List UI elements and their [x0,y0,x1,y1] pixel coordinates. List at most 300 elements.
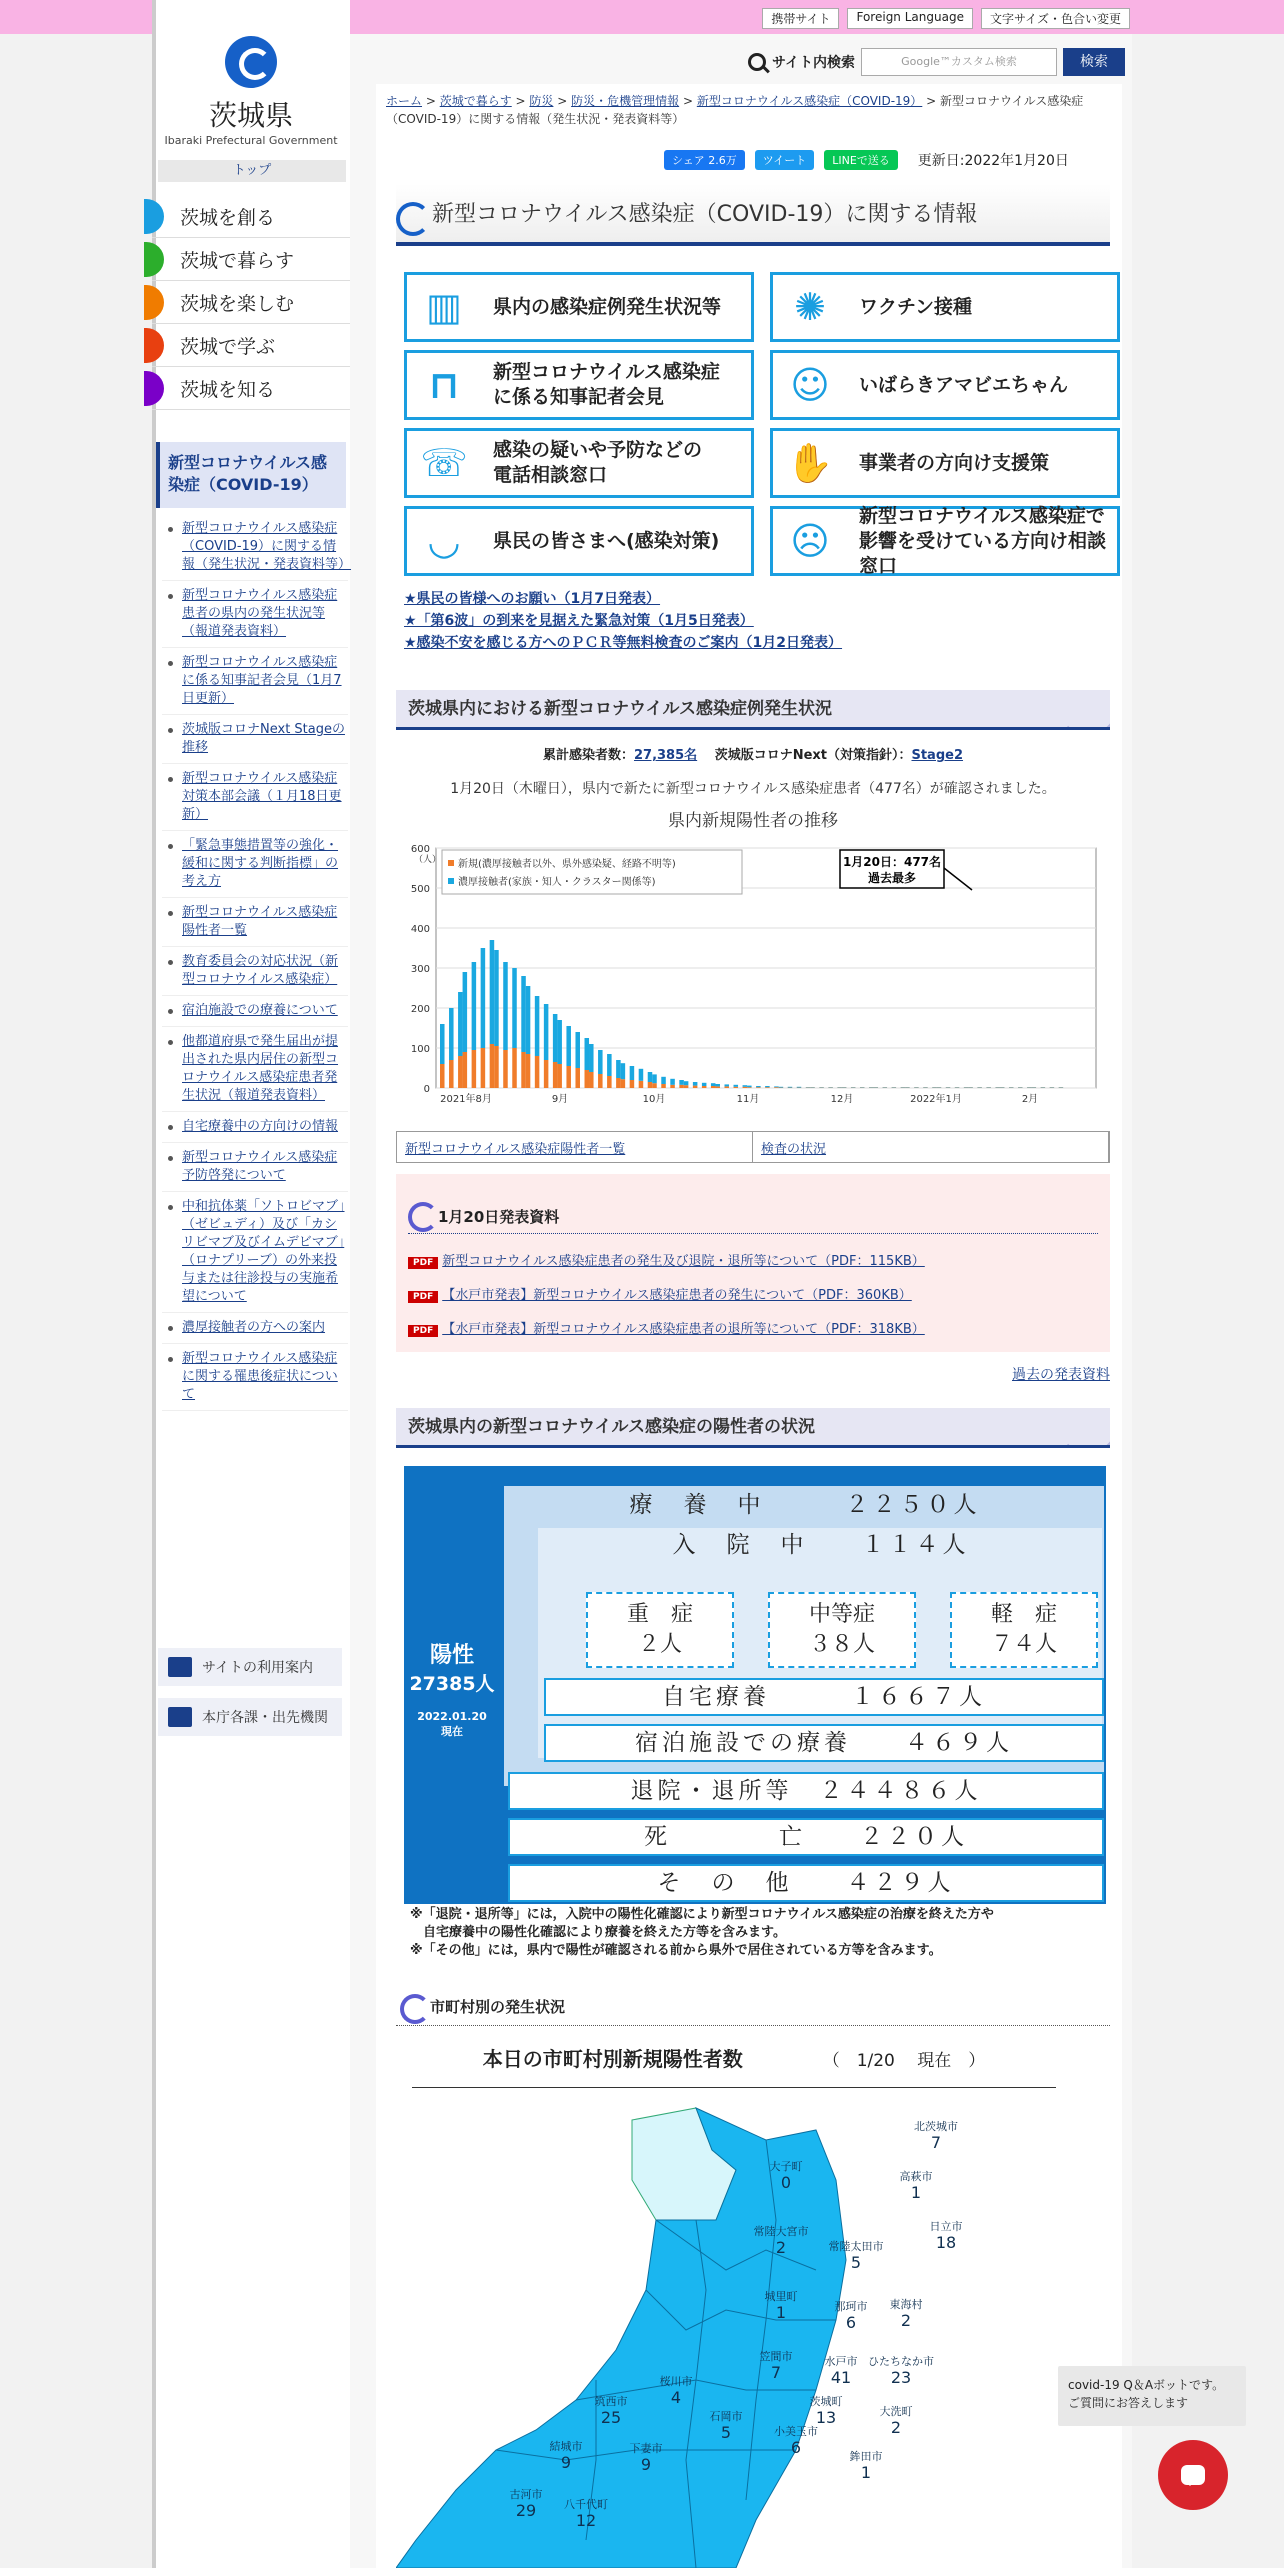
sidebar-link[interactable]: 宿泊施設での療養について [162,996,348,1027]
bar-close-contact [661,1077,666,1084]
map-city-label: 北茨城市 [914,2120,958,2133]
nav-label: 茨城で学ぶ [180,335,276,358]
tile-label: 事業者の方向け支援策 [859,451,1050,474]
bar-new [589,1072,594,1088]
y-axis-label: （人） [414,855,442,865]
map-city-label: 水戸市 [824,2355,858,2368]
positive-total: 27385人 [409,1673,495,1695]
severe-count: ２人 [637,1632,682,1657]
total-link[interactable]: 27,385名 [633,748,698,763]
mild-box [950,1592,1098,1668]
bar-new [702,1086,707,1088]
map-city-count: 12 [575,2511,597,2530]
positive-list-link[interactable]: 新型コロナウイルス感染症陽性者一覧 [397,1132,753,1162]
bar-new [553,1062,558,1088]
y-tick-label: 200 [410,1004,430,1015]
nav-dot-icon [144,242,164,277]
legend-label: 濃厚接触者(家族・知人・クラスター関係等) [458,877,656,888]
site-guide-label: サイトの利用案内 [202,1660,314,1676]
bar-new [724,1086,729,1088]
map-city-label: 鉾田市 [849,2450,883,2463]
facebook-share-button[interactable]: シェア 2.6万 [664,150,745,170]
worried-face-icon: ☹ [790,518,830,563]
bar-new [557,1064,562,1088]
bar-new [648,1082,653,1088]
y-tick-label: 600 [410,844,430,855]
bar-close-contact [724,1084,729,1086]
municipality-heading: 市町村別の発生状況 [396,1992,1110,2026]
sidebar-link[interactable]: 他都道府県で発生届出が提出された県内居住の新型コロナウイルス感染症患者発生状況（報道発表資料） [162,1027,348,1112]
bar-new [472,1050,477,1088]
bar-new [463,1052,468,1088]
bar-close-contact [490,940,495,1044]
nav-item-live[interactable] [152,238,350,281]
release-link-3[interactable] [408,1318,925,1337]
release-link-1[interactable] [408,1250,925,1269]
people-icon [168,1707,192,1727]
map-city-label: 石岡市 [709,2410,743,2423]
chat-icon [1181,2465,1205,2485]
bar-new [535,1056,540,1088]
severe-label: 重 症 [626,1602,693,1627]
map-city-label: ひたちなか市 [868,2355,934,2368]
bar-close-contact [440,1024,445,1064]
breadcrumb-l4[interactable]: 新型コロナウイルス感染症（COVID-19） [696,94,923,108]
map-city-count: 6 [845,2313,857,2332]
map-title [412,2042,1056,2088]
nav-dot-icon [144,371,164,406]
tile-5[interactable] [404,428,754,498]
map-city-count: 1 [860,2463,872,2482]
testing-status-link[interactable]: 検査の状況 [753,1132,1109,1162]
breadcrumb-l2[interactable]: 防災 [529,94,554,108]
sidebar-link[interactable]: 濃厚接触者の方への案内 [162,1313,348,1344]
bar-new [774,1087,779,1088]
section-heading-cases: 茨城県内における新型コロナウイルス感染症例発生状況 [396,690,1110,730]
foreign-language-link[interactable]: Foreign Language [847,8,972,29]
sidebar-link[interactable]: 新型コロナウイルス感染症に係る知事記者会見（1月7日更新） [162,648,348,715]
bar-new [481,1048,486,1088]
hospitalized-row: 入 院 中 １１４人 [540,1530,1102,1564]
map-city-label: 結城市 [549,2440,583,2453]
note-line: 自宅療養中の陽性化確認により療養を終えた方等を含みます。 [410,1925,786,1940]
map-city-label: 大子町 [769,2160,803,2173]
tile-1[interactable] [404,272,754,342]
breadcrumb-l1[interactable]: 茨城で暮らす [439,94,512,108]
bar-new [607,1076,612,1088]
note-line: ※「退院・退所等」には，入院中の陽性化確認により新型コロナウイルス感染症の治療を終えた方や [410,1907,994,1922]
tile-label: 新型コロナウイルス感染症 に係る知事記者会見 [493,361,720,408]
sidebar-link[interactable]: 新型コロナウイルス感染症陽性者一覧 [162,898,348,947]
bar-new [621,1079,626,1088]
bar-close-contact [607,1054,612,1076]
positives-panel [404,1466,1106,1904]
case-stats [396,744,1110,763]
tile-3[interactable] [404,350,754,420]
map-city-count: 9 [640,2455,652,2474]
bar-close-contact [553,1014,558,1062]
social-bar [664,150,1069,170]
bar-close-contact [535,996,540,1056]
bar-close-contact [734,1085,739,1087]
map-city-label: 大洗町 [879,2405,913,2418]
search-icon [748,53,766,71]
logo-text: 茨城県 [208,99,293,132]
main-nav [152,195,350,410]
release-link-2[interactable] [408,1284,912,1303]
bar-new [693,1086,698,1088]
map-city-count: 7 [770,2363,782,2382]
municipality-map [396,2100,1110,2568]
bar-new [458,1056,463,1088]
bar-close-contact [566,1026,571,1066]
y-tick-label: 500 [410,884,430,895]
bar-close-contact [743,1085,748,1087]
bar-new [747,1087,752,1088]
left-gutter [0,34,152,2568]
nav-dot-icon [144,328,164,363]
bar-new [765,1087,770,1088]
map-date: （ 1/20 現在 ） [822,2051,986,2071]
bar-close-contact [639,1069,644,1081]
bar-new [440,1064,445,1088]
bar-new [661,1084,666,1088]
y-tick-label: 100 [410,1044,430,1055]
line-share-button[interactable]: LINEで送る [824,150,898,170]
past-releases-link[interactable]: 過去の発表資料 [1012,1367,1110,1383]
tile-4[interactable] [770,350,1120,420]
release-link-text: 【水戸市発表】新型コロナウイルス感染症患者の発生について（PDF：360KB） [442,1288,912,1303]
bar-new [512,1048,517,1088]
x-tick-label: 10月 [642,1094,666,1105]
bar-close-contact [711,1083,716,1086]
map-city-label: 笠間市 [759,2350,793,2363]
right-gutter [1132,34,1284,2568]
bar-close-contact [598,1050,603,1074]
nav-label: 茨城で暮らす [180,249,295,272]
bar-close-contact [756,1086,761,1087]
sidebar-link[interactable]: 新型コロナウイルス感染症患者の県内の発生状況等（報道発表資料） [162,581,348,648]
x-tick-label: 11月 [736,1094,760,1105]
bar-new [575,1068,580,1088]
page-title: 新型コロナウイルス感染症（COVID-19）に関する情報 [396,184,1110,246]
note-line: ※「その他」には，県内で陽性が確認される前から県外で居住されている方等を含みます。 [410,1943,942,1958]
x-tick-label: 2月 [1021,1094,1039,1105]
sidebar-link[interactable]: 新型コロナウイルス感染症（COVID-19）に関する情報（発生状況・発表資料等） [162,514,348,581]
bar-close-contact [693,1082,698,1086]
bar-new [449,1060,454,1088]
alert-link-1[interactable]: ★県民の皆様へのお願い（1月7日発表） [404,591,661,607]
bar-close-contact [788,1087,793,1088]
positives-notes [410,1906,994,1960]
map-city-count: 2 [775,2238,787,2257]
map-city-count: 0 [780,2173,792,2192]
y-tick-label: 400 [410,924,430,935]
mild-label: 軽 症 [990,1602,1057,1627]
top-links [762,8,1130,29]
total-label: 累計感染者数： [542,748,634,763]
bar-new [503,1050,508,1088]
bar-close-contact [512,968,517,1048]
map-city-count: 13 [815,2408,837,2427]
departments-button[interactable] [158,1698,342,1736]
nav-item-create[interactable] [152,195,350,238]
y-tick-label: 300 [410,964,430,975]
mobile-site-link[interactable]: 携帯サイト [762,8,839,29]
alert-link-2[interactable]: ★「第6波」の到来を見据えた緊急対策（1月5日発表） [404,613,754,629]
severe-box [586,1592,734,1668]
tile-label: 県内の感染症例発生状況等 [493,295,722,318]
map-city-count: 5 [850,2253,862,2272]
tile-2[interactable] [770,272,1120,342]
bar-close-contact [630,1066,635,1080]
map-city-label: 古河市 [509,2488,543,2501]
sidebar-link[interactable]: 「緊急事態措置等の強化・緩和に関する判断指標」の考え方 [162,831,348,898]
bar-new [526,1054,531,1088]
bar-new [598,1074,603,1088]
bar-new [711,1086,716,1088]
map-city-count: 1 [775,2303,787,2322]
sidebar-link[interactable]: 教育委員会の対応状況（新型コロナウイルス感染症） [162,947,348,996]
site-search [748,48,1125,76]
bar-close-contact [797,1087,802,1088]
bar-new [566,1066,571,1088]
bar-new [679,1085,684,1088]
positive-word: 陽性 [429,1643,474,1668]
bar-close-contact [544,1004,549,1060]
recuperating-row: 療 養 中 ２２５０人 [508,1490,1102,1524]
nav-dot-icon [144,199,164,234]
bar-new [756,1087,761,1088]
bar-new [684,1085,689,1088]
bar-close-contact [616,1060,621,1078]
legend-swatch [448,878,454,884]
map-city-count: 7 [930,2133,942,2152]
map-city-count: 25 [600,2408,622,2427]
nav-top[interactable]: トップ [158,160,346,182]
discharged-row: 退院・退所等 ２４４８６人 [508,1772,1104,1810]
map-city-label: 常陸太田市 [828,2240,884,2253]
breadcrumb-l3[interactable]: 防災・危機管理情報 [571,94,680,108]
map-city-label: 小美玉市 [774,2425,818,2438]
moderate-count: ３８人 [808,1632,875,1657]
map-title-text: 本日の市町村別新規陽性者数 [482,2047,743,2071]
bar-new [670,1085,675,1088]
map-city-count: 29 [515,2501,537,2520]
bar-close-contact [481,948,486,1048]
twitter-tweet-button[interactable]: ツイート [755,150,814,170]
grid-icon [168,1657,192,1677]
tile-6[interactable] [770,428,1120,498]
bar-new [544,1060,549,1088]
nav-item-enjoy[interactable] [152,281,350,324]
bar-close-contact [526,986,531,1054]
map-city-count: 41 [830,2368,852,2387]
breadcrumb-current: 新型コロナウイルス感染症（COVID-19）に関する情報（発生状況・発表資料等） [386,94,1084,126]
map-city-count: 5 [720,2423,732,2442]
bar-close-contact [575,1032,580,1068]
mask-icon: ◡ [429,518,459,563]
bar-close-contact [765,1086,770,1087]
map-city-label: 東海村 [889,2298,923,2311]
sidebar-link[interactable]: 新型コロナウイルス感染症対策本部会議（１月18日更新） [162,764,348,831]
release-heading: 1月20日発表資料 [408,1206,1098,1234]
bar-close-contact [670,1079,675,1085]
map-city-label: 八千代町 [564,2498,608,2511]
handshake-icon: ✋ [786,440,834,485]
phone-icon: ☏ [420,440,468,485]
pdf-icon: PDF [408,1325,438,1337]
bar-close-contact [679,1080,684,1085]
bar-new [585,1070,590,1088]
sidebar-link[interactable]: 新型コロナウイルス感染症に関する罹患後症状について [162,1344,348,1411]
tile-label: 県民の皆さまへ(感染対策) [493,529,720,552]
release-link-text: 【水戸市発表】新型コロナウイルス感染症患者の退所等について（PDF：318KB） [442,1322,925,1337]
bar-new [743,1087,748,1088]
sidebar-link[interactable]: 中和抗体薬「ソトロビマブ」（ゼビュディ）及び「カシリビマブ及びイムデビマブ」（ロナプリーブ）の外来投与または往診投与の実施希望について [162,1192,348,1313]
daily-note: 1月20日（木曜日），県内で新たに新型コロナウイルス感染症患者（477名）が確認されました。 [450,781,1056,797]
map-city-count: 18 [935,2233,957,2252]
pdf-icon: PDF [408,1257,438,1269]
bar-close-contact [774,1086,779,1087]
map-city-label: 桜川市 [659,2375,693,2388]
podium-icon: ⊓ [428,362,460,407]
sidebar-links [162,514,352,1411]
site-logo[interactable] [152,36,350,147]
sidebar-link[interactable]: 茨城版コロナNext Stageの推移 [162,715,348,764]
text-size-color-link[interactable]: 文字サイズ・色合い変更 [981,8,1130,29]
new-cases-chart [396,836,1110,1116]
bar-close-contact [652,1074,657,1083]
bar-close-contact [621,1063,626,1079]
chatbot-bubble: covid-19 Q＆Aボットです。ご質問にお答えします [1058,2366,1246,2426]
bar-close-contact [449,1008,454,1060]
tile-8[interactable] [770,506,1120,576]
bar-new [715,1086,720,1088]
nav-item-know[interactable] [152,367,350,410]
death-row: 死 亡 ２２０人 [508,1818,1104,1856]
map-city-label: 那珂市 [834,2300,868,2313]
tile-label: 感染の疑いや予防などの 電話相談窓口 [493,439,703,486]
bar-new [734,1087,739,1088]
bar-new [652,1083,657,1088]
logo-subtext: Ibaraki Prefectural Government [164,134,338,147]
map-city-count: 9 [560,2453,572,2472]
alert-link-3[interactable]: ★感染不安を感じる方へのＰＣＲ等無料検査のご案内（1月2日発表） [404,635,843,651]
map-city-count: 2 [890,2418,902,2437]
departments-label: 本庁各課・出先機関 [202,1710,328,1726]
tile-7[interactable] [404,506,754,576]
nav-dot-icon [144,285,164,320]
chart-title: 県内新規陽性者の推移 [668,811,838,831]
bar-new [490,1044,495,1088]
other-row: そ の 他 ４２９人 [508,1864,1104,1902]
bar-new [616,1078,621,1088]
tile-label: ワクチン接種 [859,295,973,318]
bar-close-contact [521,976,526,1052]
x-tick-label: 12月 [830,1094,854,1105]
amabie-icon: ☺ [790,362,830,407]
annotation-line2: 過去最多 [867,871,917,885]
release-link-text: 新型コロナウイルス感染症患者の発生及び退院・退所等について（PDF：115KB） [442,1254,925,1269]
map-region-ibaraki [396,2108,846,2568]
virus-syringe-icon: ✺ [794,284,826,329]
bar-close-contact [585,1038,590,1070]
x-tick-label: 2022年1月 [910,1094,962,1105]
links-table [396,1131,1110,1163]
release-box [396,1174,1110,1352]
site-guide-button[interactable] [158,1648,342,1686]
bar-new [639,1081,644,1088]
mild-count: ７４人 [990,1632,1057,1657]
map-city-count: 23 [890,2368,912,2387]
pdf-icon: PDF [408,1291,438,1303]
tile-label: いばらきアマビエちゃん [859,373,1069,396]
bar-close-contact [779,1087,784,1088]
bar-close-contact [684,1081,689,1085]
sidebar-link[interactable]: 新型コロナウイルス感染症予防啓発について [162,1143,348,1192]
positive-as-of: 現在 [441,1725,463,1738]
legend-swatch [448,860,454,866]
bar-close-contact [472,962,477,1050]
bar-close-contact [557,1020,562,1064]
map-city-label: 城里町 [764,2290,798,2303]
bar-close-contact [503,962,508,1050]
bar-close-contact [715,1084,720,1086]
positive-date: 2022.01.20 [417,1710,487,1723]
sidebar-link[interactable]: 自宅療養中の方向けの情報 [162,1112,348,1143]
map-city-label: 日立市 [929,2220,963,2233]
hotel-care-row: 宿泊施設での療養 ４６９人 [544,1724,1104,1762]
next-label: 茨城版コロナNext（対策指針）： [714,748,912,763]
map-city-count: 1 [910,2183,922,2202]
annotation-line1: 1月20日：477名 [842,855,942,869]
chatbot-button[interactable] [1158,2440,1228,2510]
search-button[interactable]: 検索 [1063,48,1125,76]
sidebar-heading[interactable]: 新型コロナウイルス感染症（COVID-19） [156,442,346,508]
stage-link[interactable]: Stage2 [911,748,964,763]
search-label: サイト内検索 [772,55,856,71]
bar-close-contact [463,972,468,1052]
bar-close-contact [494,950,499,1046]
map-city-label: 高萩市 [899,2170,933,2183]
breadcrumb-home[interactable]: ホーム [386,94,423,108]
nav-label: 茨城を楽しむ [180,292,295,315]
nav-label: 茨城を創る [180,206,276,229]
map-city-label: 筑西市 [594,2395,628,2408]
search-input[interactable]: Google™カスタム検索 [861,48,1057,76]
updated-date: 更新日:2022年1月20日 [917,153,1069,169]
bar-chart-icon: ▥ [426,284,462,329]
map-city-label: 下妻市 [629,2442,663,2455]
moderate-box [768,1592,916,1668]
map-city-count: 6 [790,2438,802,2457]
nav-label: 茨城を知る [180,378,276,401]
tile-label: 新型コロナウイルス感染症で 影響を受けている方向け相談窓口 [859,504,1107,577]
map-city-label: 茨城町 [809,2395,843,2408]
bar-new [521,1052,526,1088]
x-tick-label: 9月 [551,1094,569,1105]
bar-close-contact [589,1044,594,1072]
section-heading-positives: 茨城県内の新型コロナウイルス感染症の陽性者の状況 [396,1408,1110,1448]
bar-new [630,1080,635,1088]
ibaraki-logo-icon [225,36,277,88]
bar-close-contact [648,1072,653,1082]
nav-item-learn[interactable] [152,324,350,367]
breadcrumb: ホーム > 茨城で暮らす > 防災 > 防災・危機管理情報 > 新型コロナウイルス感染症（COVID-19） > 新型コロナウイルス感染症（COVID-19）に関する情報（発生状況・発表資料等） [386,94,1084,126]
map-city-count: 4 [670,2388,682,2407]
legend-label: 新規(濃厚接触者以外、県外感染疑、経路不明等) [458,859,676,870]
